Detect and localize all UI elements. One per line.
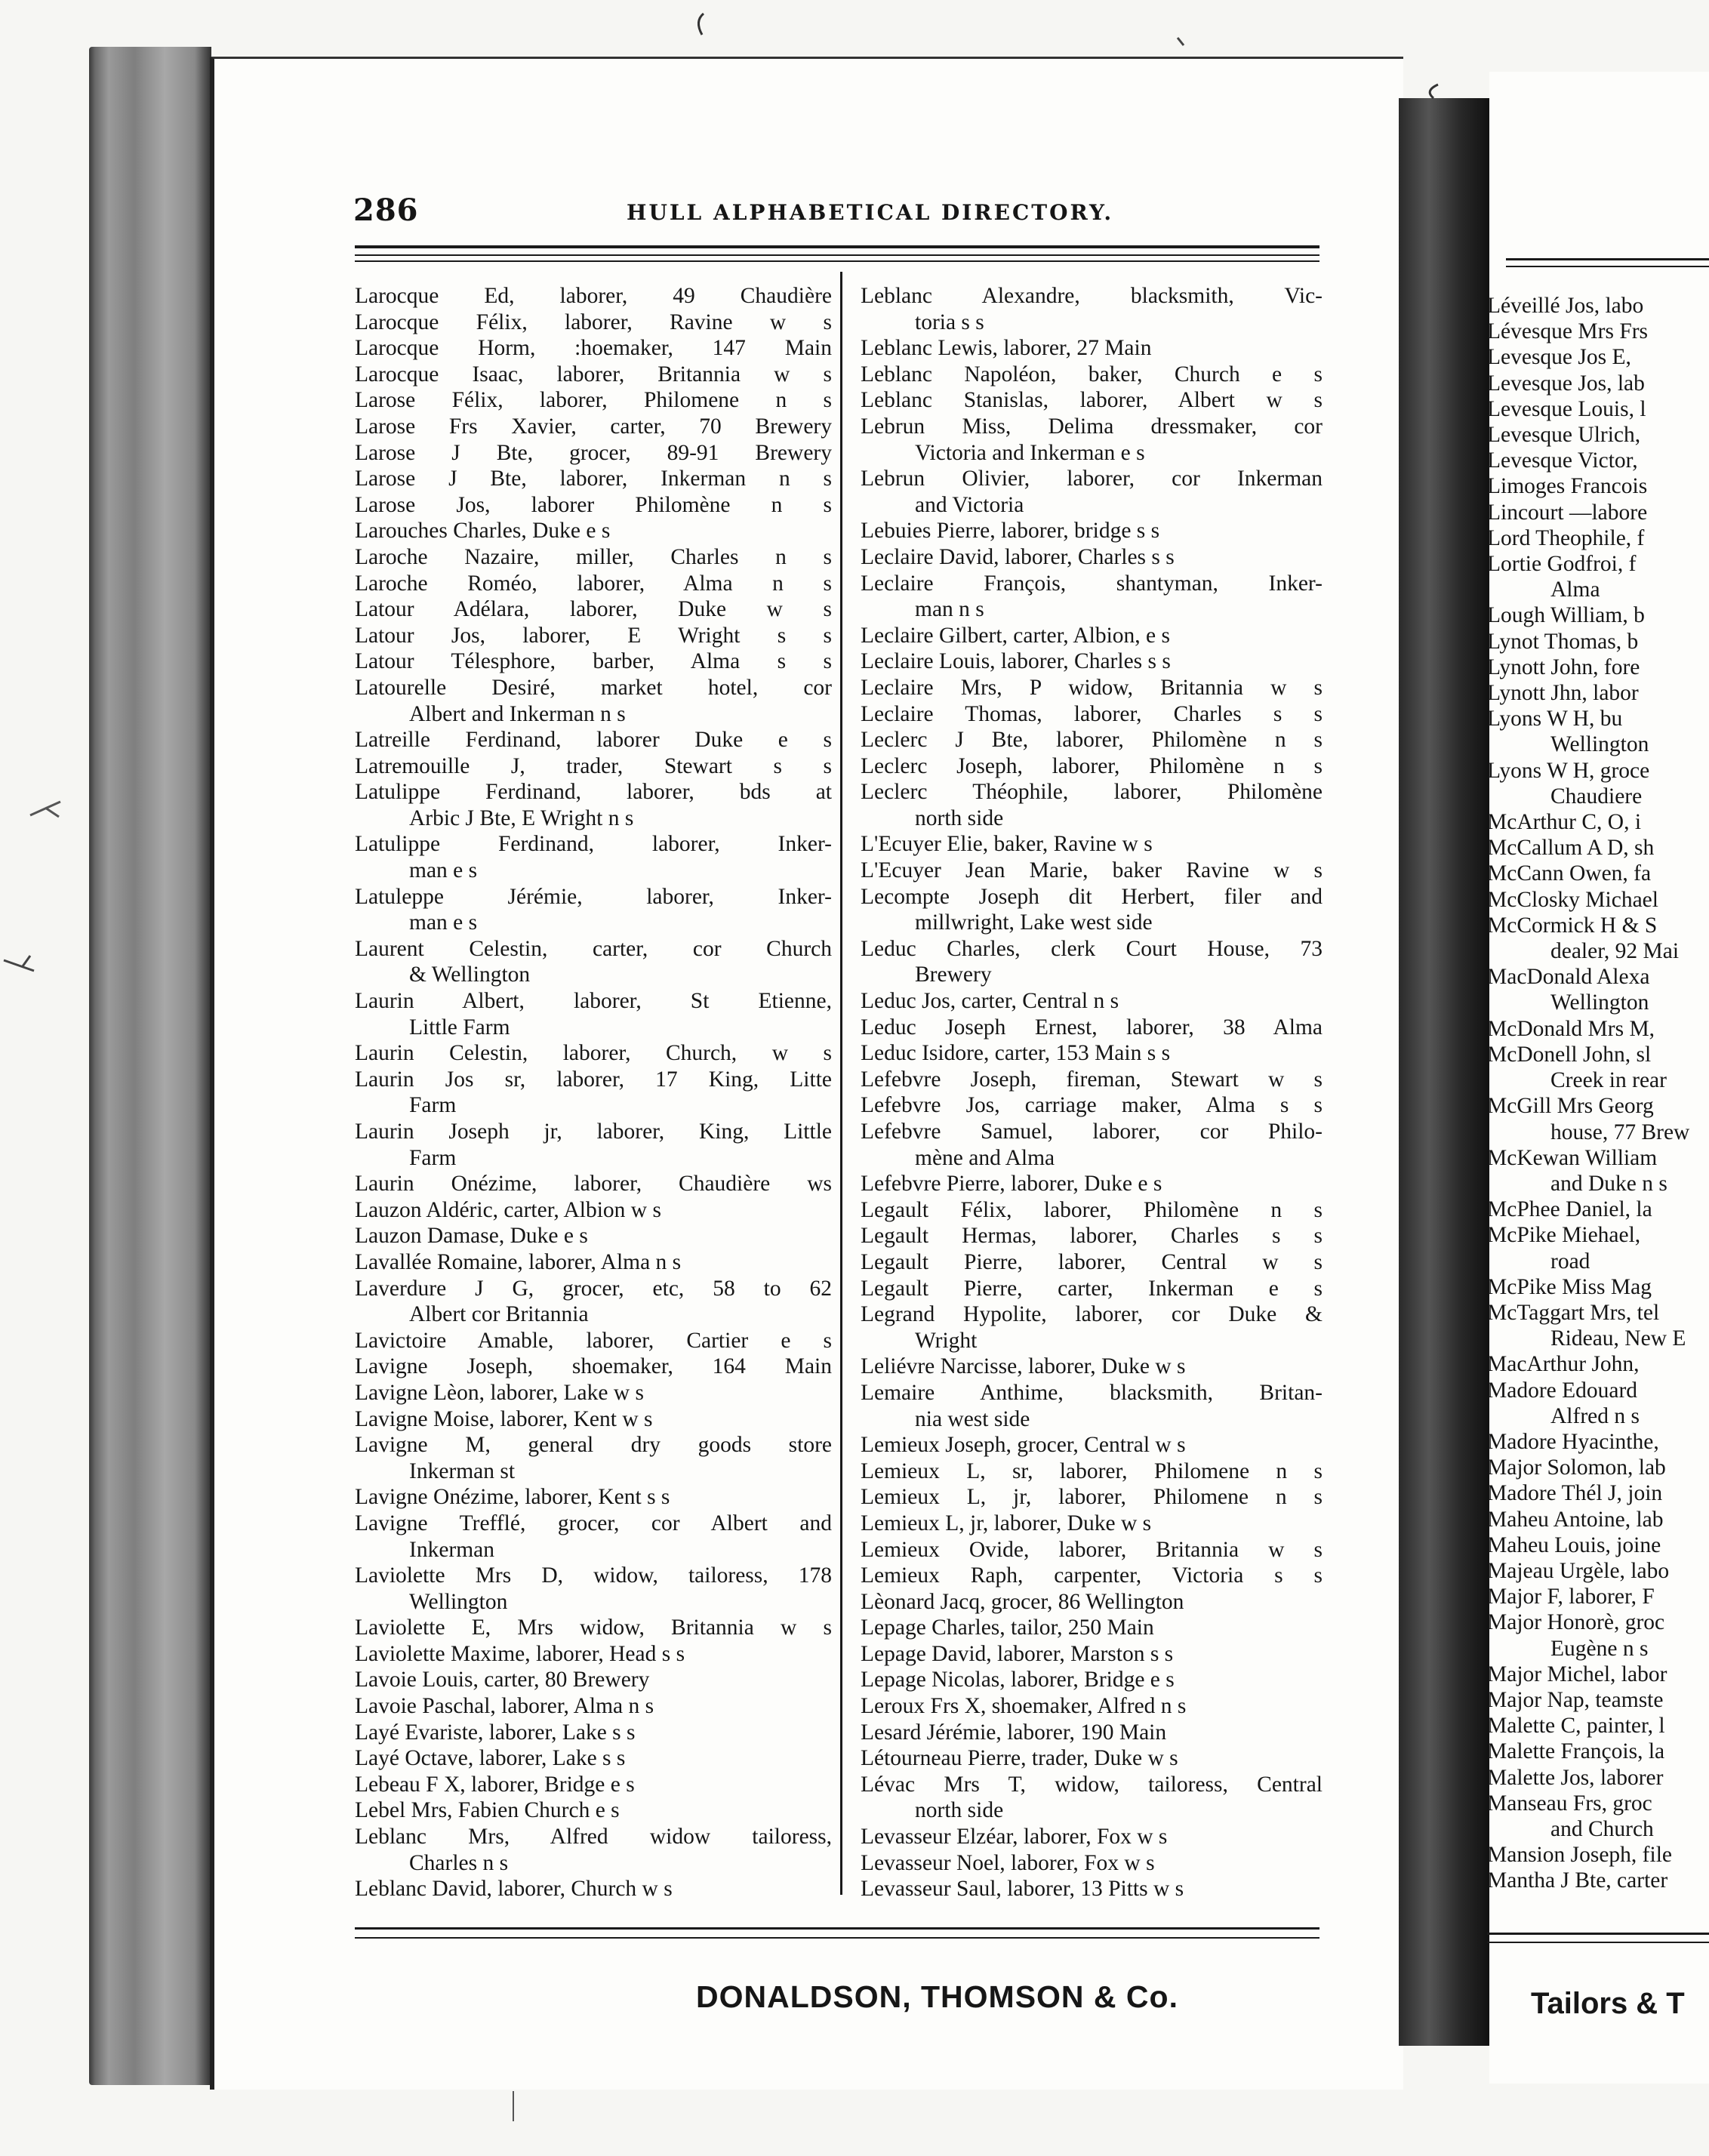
directory-entry-continuation: road [1550, 1249, 1590, 1274]
directory-entry: Lemieux Joseph, grocer, Central w s [861, 1433, 1186, 1458]
directory-entry: Latour Télesphore, barber, Alma s s [355, 649, 832, 674]
directory-entry: Major Solomon, lab [1487, 1455, 1666, 1480]
column-divider [840, 272, 842, 1895]
directory-entry: Leblanc Napoléon, baker, Church e s [861, 362, 1323, 387]
directory-entry: Leblanc Mrs, Alfred widow tailoress, [355, 1825, 832, 1850]
directory-entry: Lavoie Paschal, laborer, Alma n s [355, 1694, 654, 1719]
directory-entry: Lavigne Moise, laborer, Kent w s [355, 1406, 653, 1431]
directory-entry-continuation: Alma [1550, 578, 1600, 602]
directory-entry: Leduc Charles, clerk Court House, 73 [861, 936, 1323, 961]
directory-entry-continuation: toria s s [915, 310, 984, 334]
directory-entry: Levesque Jos, lab [1487, 371, 1645, 396]
directory-entry: Lemieux L, sr, laborer, Philomene n s [861, 1458, 1323, 1483]
directory-entry: McPike Miss Mag [1487, 1274, 1652, 1299]
directory-entry: Laroche Roméo, laborer, Alma n s [355, 571, 832, 596]
directory-entry: Lavigne Lèon, laborer, Lake w s [355, 1380, 644, 1405]
directory-entry: Léveillé Jos, labo [1487, 294, 1644, 318]
directory-entry: Leclaire François, shantyman, Inker- [861, 571, 1323, 596]
directory-entry: Levesque Ulrich, [1487, 423, 1641, 448]
directory-entry-continuation: Rideau, New E [1550, 1326, 1686, 1351]
directory-entry: Madore Edouard [1487, 1378, 1638, 1403]
directory-entry: Laurin Celestin, laborer, Church, w s [355, 1041, 832, 1066]
directory-entry: Leroux Frs X, shoemaker, Alfred n s [861, 1694, 1187, 1719]
directory-entry: Leclaire David, laborer, Charles s s [861, 544, 1175, 569]
directory-entry: Legault Pierre, carter, Inkerman e s [861, 1276, 1323, 1301]
directory-entry: Leblanc Lewis, laborer, 27 Main [861, 336, 1152, 361]
directory-entry: Laviolette Maxime, laborer, Head s s [355, 1641, 685, 1666]
directory-entry: Lemieux L, jr, laborer, Duke w s [861, 1511, 1152, 1535]
directory-entry: Majeau Urgèle, labo [1487, 1558, 1670, 1583]
header-rule-thick [355, 245, 1319, 248]
directory-entry: McPhee Daniel, la [1487, 1197, 1652, 1222]
directory-entry: Lévac Mrs T, widow, tailoress, Central [861, 1772, 1323, 1797]
directory-entry: Lepage Charles, tailor, 250 Main [861, 1615, 1154, 1640]
directory-entry: Lecompte Joseph dit Herbert, filer and [861, 884, 1323, 909]
directory-entry: McGill Mrs Georg [1487, 1094, 1654, 1119]
directory-entry: Lyons W H, groce [1487, 758, 1650, 783]
directory-entry: Lebuies Pierre, laborer, bridge s s [861, 519, 1160, 544]
directory-entry: Levasseur Saul, laborer, 13 Pitts w s [861, 1877, 1184, 1902]
directory-entry: Larose Frs Xavier, carter, 70 Brewery [355, 414, 832, 439]
directory-entry-continuation: north side [915, 1798, 1004, 1823]
directory-entry: Lynot Thomas, b [1487, 629, 1639, 654]
directory-entry: Larocque Ed, laborer, 49 Chaudière [355, 284, 832, 308]
directory-entry: Layé Evariste, laborer, Lake s s [355, 1720, 636, 1745]
directory-column-middle [861, 283, 1323, 1902]
directory-entry: Latuleppe Jérémie, laborer, Inker- [355, 884, 832, 909]
directory-entry: Lefebvre Pierre, laborer, Duke e s [861, 1172, 1162, 1197]
directory-entry: Lemieux Raph, carpenter, Victoria s s [861, 1563, 1323, 1588]
right-page-footer-rule-thin [1487, 1942, 1709, 1943]
directory-entry: McCann Owen, fa [1487, 861, 1652, 886]
directory-entry: Levasseur Elzéar, laborer, Fox w s [861, 1825, 1168, 1850]
directory-entry: Lincourt —labore [1487, 500, 1648, 525]
directory-entry: Lefebvre Samuel, laborer, cor Philo- [861, 1120, 1323, 1144]
directory-entry: Maheu Louis, joine [1487, 1532, 1661, 1557]
header-rule-thin [355, 254, 1319, 256]
directory-entry: Leliévre Narcisse, laborer, Duke w s [861, 1354, 1186, 1379]
directory-entry: Lebeau F X, laborer, Bridge e s [355, 1772, 635, 1797]
directory-entry: Madore Thél J, join [1487, 1481, 1663, 1506]
directory-entry-continuation: man n s [915, 597, 984, 622]
directory-entry-continuation: and Church [1550, 1816, 1654, 1841]
directory-entry: Madore Hyacinthe, [1487, 1429, 1659, 1454]
directory-entry: Latour Adélara, laborer, Duke w s [355, 597, 832, 622]
directory-entry: McPike Miehael, [1487, 1223, 1641, 1248]
directory-entry: Leduc Jos, carter, Central n s [861, 989, 1119, 1014]
directory-entry: Lèonard Jacq, grocer, 86 Wellington [861, 1589, 1184, 1614]
directory-entry: MacDonald Alexa [1487, 965, 1650, 990]
directory-entry-continuation: dealer, 92 Mai [1550, 939, 1680, 964]
directory-entry: Laurin Jos sr, laborer, 17 King, Litte [355, 1067, 832, 1092]
directory-entry-continuation: Chaudiere [1550, 784, 1643, 808]
directory-entry: Levesque Victor, [1487, 448, 1638, 473]
directory-entry: Larose J Bte, laborer, Inkerman n s [355, 467, 832, 491]
directory-entry-continuation: Alfred n s [1550, 1403, 1640, 1428]
directory-entry: Lyons W H, bu [1487, 707, 1623, 732]
directory-entry: Lynott Jhn, labor [1487, 681, 1639, 706]
directory-entry-continuation: Wright [915, 1328, 978, 1353]
footer-advertisement: DONALDSON, THOMSON & Co. [696, 1979, 1178, 2014]
directory-entry: Lavigne Onézime, laborer, Kent s s [355, 1485, 670, 1510]
footer-rule-bottom [355, 1937, 1319, 1939]
directory-entry: Latulippe Ferdinand, laborer, bds at [355, 780, 832, 805]
directory-entry: Leclerc J Bte, laborer, Philomène n s [861, 728, 1323, 753]
directory-entry-continuation: Victoria and Inkerman e s [915, 440, 1145, 465]
directory-entry: Laurent Celestin, carter, cor Church [355, 936, 832, 961]
page-number: 286 [353, 192, 419, 228]
directory-entry: Laroche Nazaire, miller, Charles n s [355, 544, 832, 569]
directory-entry: Lebrun Miss, Delima dressmaker, cor [861, 414, 1323, 439]
directory-entry: Leclaire Thomas, laborer, Charles s s [861, 701, 1323, 726]
directory-entry-continuation: Inkerman [409, 1537, 495, 1562]
directory-entry: Malette Jos, laborer [1487, 1765, 1664, 1790]
right-page-header-rule [1506, 258, 1709, 260]
directory-entry: Lesard Jérémie, laborer, 190 Main [861, 1720, 1167, 1745]
book-page-edges [89, 47, 211, 2085]
directory-entry: McKewan William [1487, 1145, 1658, 1170]
directory-entry: Leclerc Théophile, laborer, Philomène [861, 780, 1323, 805]
directory-entry: McCallum A D, sh [1487, 836, 1655, 861]
directory-column-left [355, 283, 832, 1902]
directory-entry: Lortie Godfroi, f [1487, 552, 1637, 577]
directory-entry: Lavigne Joseph, shoemaker, 164 Main [355, 1354, 832, 1379]
directory-entry: Legault Félix, laborer, Philomène n s [861, 1197, 1323, 1222]
directory-entry: Lévesque Mrs Frs [1487, 319, 1649, 344]
directory-entry-continuation: Albert and Inkerman n s [409, 701, 626, 726]
directory-entry: Legrand Hypolite, laborer, cor Duke & [861, 1302, 1323, 1327]
directory-entry: Laverdure J G, grocer, etc, 58 to 62 [355, 1276, 832, 1301]
directory-entry: Lepage David, laborer, Marston s s [861, 1641, 1174, 1666]
directory-entry: Manseau Frs, groc [1487, 1791, 1652, 1816]
directory-entry: Latulippe Ferdinand, laborer, Inker- [355, 832, 832, 857]
directory-entry-continuation: Farm [409, 1093, 457, 1118]
directory-entry: Lebrun Olivier, laborer, cor Inkerman [861, 467, 1323, 491]
directory-entry: Levesque Jos E, [1487, 345, 1631, 370]
directory-entry-continuation: man e s [409, 858, 478, 883]
directory-entry-continuation: Wellington [1550, 732, 1649, 757]
right-page-footer-rule [1487, 1933, 1709, 1935]
directory-entry: Maheu Antoine, lab [1487, 1507, 1664, 1532]
directory-entry: Leduc Isidore, carter, 153 Main s s [861, 1041, 1171, 1066]
directory-entry: McDonell John, sl [1487, 1042, 1652, 1067]
directory-entry: Lynott John, fore [1487, 654, 1640, 679]
directory-entry-continuation: Creek in rear [1550, 1068, 1667, 1093]
directory-entry: Lord Theophile, f [1487, 525, 1645, 550]
directory-entry-continuation: nia west side [915, 1406, 1030, 1431]
directory-entry: Major F, laborer, F [1487, 1585, 1655, 1609]
directory-entry: Lemaire Anthime, blacksmith, Britan- [861, 1380, 1323, 1405]
directory-entry: MacArthur John, [1487, 1352, 1640, 1377]
footer-rule-top [355, 1927, 1319, 1930]
directory-entry: Latreille Ferdinand, laborer Duke e s [355, 728, 832, 753]
directory-entry-continuation: north side [915, 805, 1004, 830]
directory-entry: Larouches Charles, Duke e s [355, 519, 611, 544]
directory-entry: L'Ecuyer Jean Marie, baker Ravine w s [861, 858, 1323, 883]
directory-entry-continuation: Farm [409, 1145, 457, 1170]
directory-entry: Major Honorè, groc [1487, 1610, 1665, 1635]
directory-entry: Major Michel, labor [1487, 1662, 1667, 1686]
directory-entry: Lefebvre Jos, carriage maker, Alma s s [861, 1093, 1323, 1118]
directory-entry: Larose Jos, laborer Philomène n s [355, 492, 832, 517]
directory-entry: Lemieux L, jr, laborer, Philomene n s [861, 1485, 1323, 1510]
directory-entry: McClosky Michael [1487, 887, 1658, 912]
directory-entry: Malette C, painter, l [1487, 1714, 1665, 1739]
directory-entry: Malette François, la [1487, 1739, 1665, 1764]
directory-entry: Laviolette Mrs D, widow, tailoress, 178 [355, 1563, 832, 1588]
directory-entry: Lauzon Damase, Duke e s [355, 1224, 588, 1249]
directory-entry-continuation: millwright, Lake west side [915, 910, 1153, 935]
directory-entry-continuation: Brewery [915, 962, 992, 987]
directory-entry: McDonald Mrs M, [1487, 1016, 1655, 1041]
running-head: HULL ALPHABETICAL DIRECTORY. [627, 200, 1114, 225]
directory-entry: Leclaire Mrs, P widow, Britannia w s [861, 675, 1323, 700]
directory-entry: Lavoie Louis, carter, 80 Brewery [355, 1668, 650, 1692]
directory-entry: Major Nap, teamste [1487, 1687, 1664, 1712]
directory-entry-continuation: and Victoria [915, 492, 1024, 517]
directory-entry: Lemieux Ovide, laborer, Britannia w s [861, 1537, 1323, 1562]
directory-entry: Leblanc Stanislas, laborer, Albert w s [861, 388, 1323, 413]
directory-entry: Leclaire Louis, laborer, Charles s s [861, 649, 1171, 674]
directory-entry: Larose J Bte, grocer, 89-91 Brewery [355, 440, 832, 465]
directory-entry: Leclerc Joseph, laborer, Philomène n s [861, 753, 1323, 778]
directory-entry-continuation: Charles n s [409, 1850, 509, 1875]
directory-entry: Lebel Mrs, Fabien Church e s [355, 1798, 620, 1823]
directory-entry: Leduc Joseph Ernest, laborer, 38 Alma [861, 1015, 1323, 1040]
directory-entry: L'Ecuyer Elie, baker, Ravine w s [861, 832, 1153, 857]
directory-entry: Latremouille J, trader, Stewart s s [355, 753, 832, 778]
directory-entry: Létourneau Pierre, trader, Duke w s [861, 1746, 1178, 1771]
directory-entry: Lavictoire Amable, laborer, Cartier e s [355, 1328, 832, 1353]
directory-entry-continuation: Wellington [1550, 990, 1649, 1015]
directory-entry-continuation: Albert cor Britannia [409, 1302, 589, 1327]
directory-entry: Mantha J Bte, carter [1487, 1868, 1668, 1893]
directory-entry: Laviolette E, Mrs widow, Britannia w s [355, 1615, 832, 1640]
directory-entry: Laurin Onézime, laborer, Chaudière ws [355, 1172, 832, 1197]
directory-entry: McArthur C, O, i [1487, 810, 1642, 835]
directory-entry: Laurin Albert, laborer, St Etienne, [355, 989, 832, 1014]
directory-entry: Lavallée Romaine, laborer, Alma n s [355, 1249, 682, 1274]
directory-entry: Mansion Joseph, file [1487, 1843, 1672, 1868]
directory-entry-continuation: Little Farm [409, 1015, 510, 1040]
directory-entry-continuation: mène and Alma [915, 1145, 1055, 1170]
directory-entry: Laurin Joseph jr, laborer, King, Little [355, 1120, 832, 1144]
directory-column-right-page [1487, 293, 1709, 1894]
directory-entry: Larocque Isaac, laborer, Britannia w s [355, 362, 832, 387]
directory-entry: Latourelle Desiré, market hotel, cor [355, 675, 832, 700]
directory-entry: Leclaire Gilbert, carter, Albion, e s [861, 623, 1171, 648]
directory-entry: Lepage Nicolas, laborer, Bridge e s [861, 1668, 1175, 1692]
directory-entry: Legault Pierre, laborer, Central w s [861, 1249, 1323, 1274]
directory-entry: Latour Jos, laborer, E Wright s s [355, 623, 832, 648]
directory-entry: McTaggart Mrs, tel [1487, 1300, 1660, 1325]
directory-entry: Larose Félix, laborer, Philomene n s [355, 388, 832, 413]
directory-entry-continuation: and Duke n s [1550, 1171, 1667, 1196]
directory-entry: Legault Hermas, laborer, Charles s s [861, 1224, 1323, 1249]
directory-entry-continuation: house, 77 Brew [1550, 1120, 1690, 1144]
directory-entry: Larocque Félix, laborer, Ravine w s [355, 310, 832, 334]
directory-entry: Levasseur Noel, laborer, Fox w s [861, 1850, 1155, 1875]
directory-entry: Levesque Louis, l [1487, 396, 1646, 421]
book-gutter [1399, 98, 1489, 2046]
directory-entry-continuation: Arbic J Bte, E Wright n s [409, 805, 634, 830]
header-rule-lower [355, 260, 1319, 262]
directory-entry: Limoges Francois [1487, 474, 1648, 499]
directory-entry: Leblanc Alexandre, blacksmith, Vic- [861, 284, 1323, 308]
directory-entry: Lauzon Aldéric, carter, Albion w s [355, 1197, 661, 1222]
directory-entry: Leblanc David, laborer, Church w s [355, 1877, 673, 1902]
directory-entry-continuation: Wellington [409, 1589, 508, 1614]
directory-entry-continuation: Inkerman st [409, 1458, 516, 1483]
directory-entry: Lavigne M, general dry goods store [355, 1433, 832, 1458]
directory-entry: Layé Octave, laborer, Lake s s [355, 1746, 626, 1771]
directory-entry-continuation: man e s [409, 910, 478, 935]
directory-entry: Lavigne Trefflé, grocer, cor Albert and [355, 1511, 832, 1535]
directory-entry-continuation: & Wellington [409, 962, 531, 987]
directory-entry-continuation: Eugène n s [1550, 1636, 1649, 1661]
right-page-header-rule-thin [1506, 266, 1709, 267]
directory-entry: McCormick H & S [1487, 913, 1658, 938]
directory-entry: Lefebvre Joseph, fireman, Stewart w s [861, 1067, 1323, 1092]
directory-entry: Larocque Horm, :hoemaker, 147 Main [355, 336, 832, 361]
directory-entry: Lough William, b [1487, 603, 1645, 628]
right-page-footer-advertisement: Tailors & T [1531, 1987, 1685, 2020]
